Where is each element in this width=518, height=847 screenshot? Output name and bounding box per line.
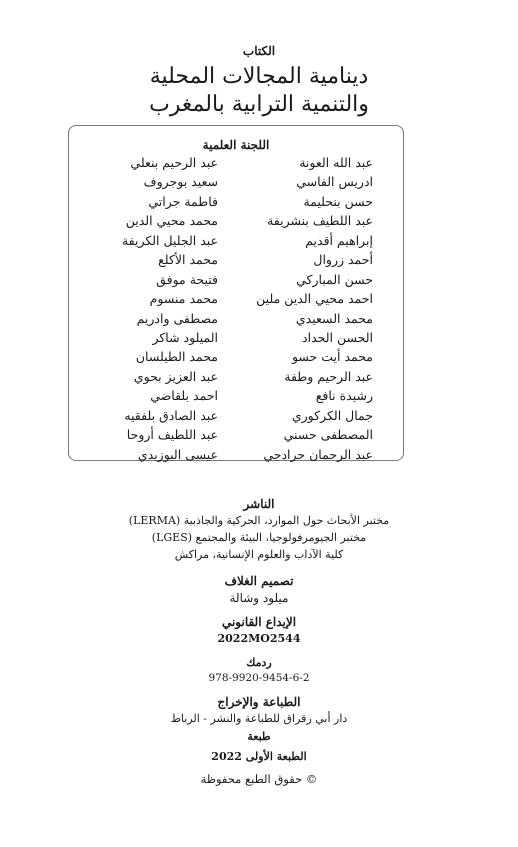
committee-member: المصطفى حسني — [283, 427, 373, 443]
committee-member: محمد محيي الدين — [125, 213, 218, 229]
cover-design-heading: تصميم الغلاف — [224, 574, 294, 588]
committee-member: عبد الله العونة — [299, 155, 373, 170]
committee-member: مصطفى وادريم — [136, 310, 218, 326]
edition-label: طبعة — [247, 730, 271, 743]
edition-text: الطبعة الأولى 2022 — [211, 750, 307, 763]
publisher-lab-1: مختبر الأبحاث حول الموارد، الحركية والجاذبية (LERMA) — [128, 514, 390, 527]
committee-member: رشيدة نافع — [315, 388, 373, 404]
committee-member: محمد منسوم — [149, 291, 218, 307]
committee-member: احمد بلقاضي — [150, 388, 218, 404]
legal-deposit-heading: الإيداع القانوني — [221, 615, 297, 629]
publisher-heading: الناشر — [243, 497, 275, 511]
legal-deposit-number: 2022MO2544 — [217, 632, 301, 645]
committee-member: عبد اللطيف أروحا — [126, 427, 218, 443]
committee-member: عبد اللطيف بنشريفة — [267, 213, 373, 229]
committee-member: محمد الأكلع — [158, 252, 218, 268]
committee-member: حسن المباركي — [296, 271, 373, 287]
publisher-lab-2: مختبر الجيومرفولوجيا، البيئة والمجتمع (LGES) — [151, 531, 367, 544]
committee-member: الحسن الحداد — [302, 329, 373, 345]
committee-member: عبد الصادق بلفقيه — [124, 407, 218, 423]
committee-member: أحمد زروال — [313, 252, 373, 268]
book-label: الكتاب — [242, 44, 276, 58]
book-title-line-1: دينامية المجالات المحلية — [149, 64, 369, 89]
committee-member: عيسى البوزيدي — [137, 446, 218, 462]
committee-member: محمد أيت حسو — [291, 349, 373, 365]
committee-member: حسن بنحليمة — [303, 193, 373, 209]
committee-member: محمد السعيدي — [295, 310, 373, 326]
committee-member: فتيحة موفق — [156, 271, 218, 287]
committee-left-column — [83, 153, 218, 464]
committee-right-column — [223, 153, 373, 464]
committee-member: ادريس الفاسي — [296, 174, 373, 190]
committee-member: احمد محيي الدين ملين — [256, 291, 373, 307]
committee-member: عبد الرحمان حرادجي — [263, 446, 373, 462]
committee-member: عبد الجليل الكريفة — [121, 232, 218, 248]
committee-member: عبد العزيز بحوي — [133, 368, 218, 384]
printer-name: دار أبي رقراق للطباعة والنشر - الرباط — [170, 712, 348, 725]
committee-member: جمال الكركوري — [291, 407, 373, 423]
committee-member: محمد الطيلسان — [135, 349, 218, 365]
committee-member: عبد الرحيم وطفة — [284, 368, 373, 384]
committee-member: سعيد بوجروف — [143, 174, 218, 190]
committee-heading: اللجنة العلمية — [202, 138, 270, 152]
book-title-line-2: والتنمية الترابية بالمغرب — [149, 92, 369, 117]
committee-member: فاطمة جراتي — [148, 193, 218, 209]
isbn-number: 978-9920-9454-6-2 — [208, 672, 310, 684]
committee-member: الميلود شاكر — [152, 329, 218, 345]
cover-designer-name: ميلود وشالة — [229, 591, 289, 605]
committee-member: إبراهيم أقديم — [305, 232, 373, 248]
scientific-committee-box — [68, 125, 404, 461]
copyright-notice: © حقوق الطبع محفوظة — [200, 772, 318, 786]
committee-member: عبد الرحيم بنعلي — [130, 155, 218, 170]
isbn-heading: ردمك — [246, 656, 272, 669]
printing-heading: الطباعة والإخراج — [217, 695, 301, 709]
publisher-faculty: كلية الآداب والعلوم الإنسانية، مراكش — [174, 548, 344, 561]
